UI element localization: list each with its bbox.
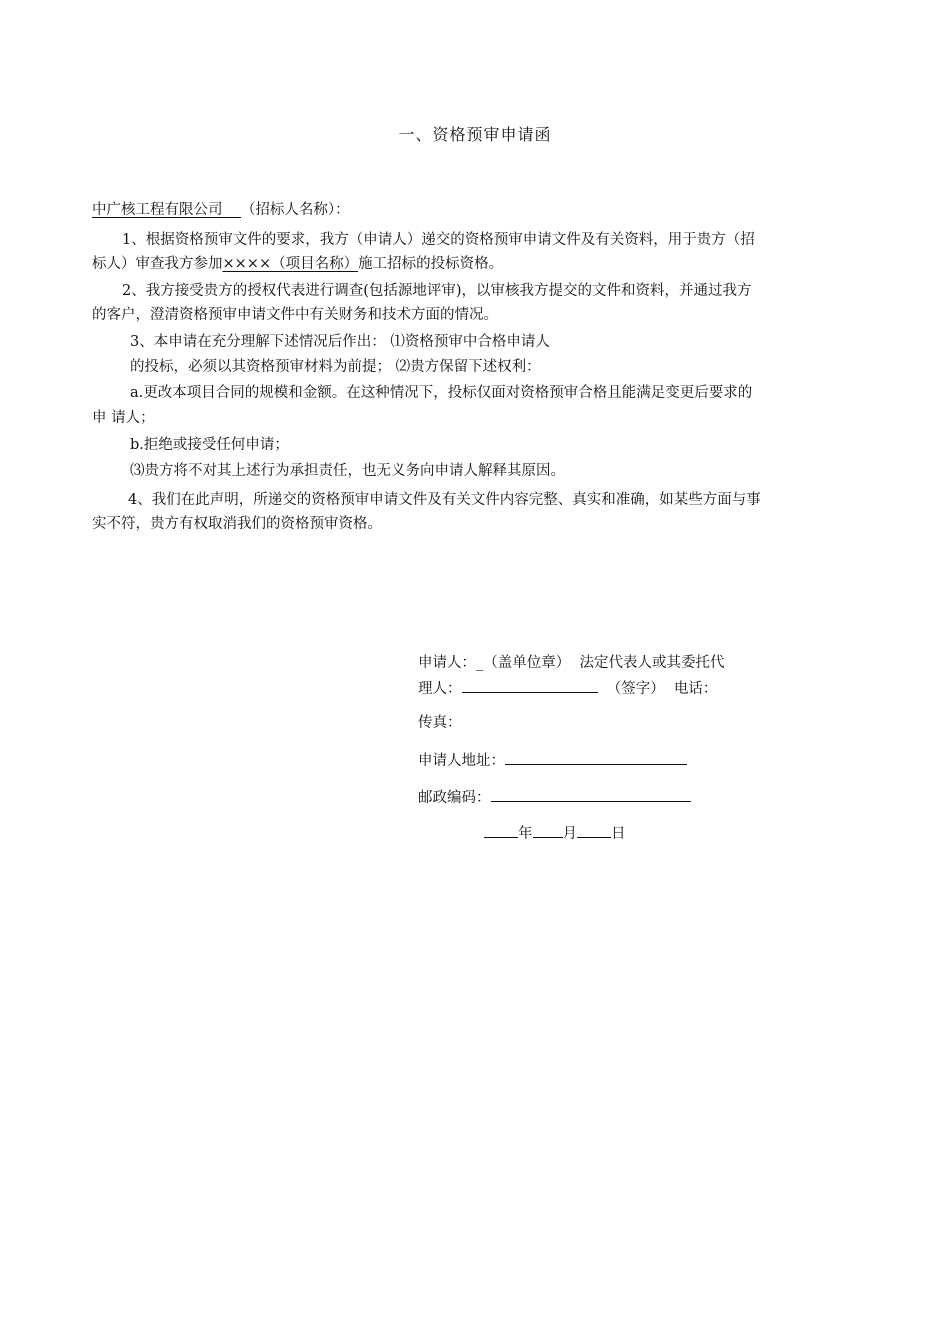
representative-line	[418, 677, 717, 698]
sign-note: （签字）	[606, 681, 665, 697]
address-label: 申请人地址：	[418, 753, 505, 769]
applicant-blank: _	[476, 655, 484, 671]
addressee-name: 中广核工程有限公司	[92, 202, 223, 218]
year-blank	[484, 823, 518, 838]
postcode-label: 邮政编码：	[418, 790, 491, 806]
month-label: 月	[562, 826, 577, 842]
seal-note: （盖单位章）	[483, 655, 571, 671]
address-line	[418, 749, 687, 770]
day-blank	[577, 823, 611, 838]
item-a-line1: a.更改本项目合同的规模和金额。在这种情况下，投标仅面对资格预审合格且能满足变更后要求的	[130, 385, 753, 401]
fax-label: 传真：	[418, 715, 462, 731]
p4-line1: 4、我们在此声明，所递交的资格预审申请文件及有关文件内容完整、真实和准确，如某些方面与事	[128, 492, 761, 508]
applicant-line	[418, 651, 724, 672]
addressee-line	[92, 198, 350, 219]
document-title: 一、资格预审申请函	[398, 125, 552, 144]
year-label: 年	[518, 826, 533, 842]
representative-label: 法定代表人或其委托代	[579, 655, 725, 671]
p3-line2: 的投标，必须以其资格预审材料为前提； ⑵贵方保留下述权利：	[130, 359, 541, 375]
addressee-underline-pad	[223, 202, 241, 218]
p1-line2-before: 标人）审查我方参加	[92, 256, 223, 272]
p1-line1: 1、根据资格预审文件的要求，我方（申请人）递交的资格预审申请文件及有关资料，用于贵方（招	[122, 232, 755, 248]
item-a-line2: 申 请人；	[92, 410, 155, 426]
p1-line2-after: 施工招标的投标资格。	[358, 256, 504, 272]
applicant-label: 申请人：	[418, 655, 476, 671]
date-line	[484, 822, 626, 843]
item-b: b.拒绝或接受任何申请；	[130, 437, 289, 453]
item-3: ⑶贵方将不对其上述行为承担责任，也无义务向申请人解释其原因。	[130, 463, 565, 479]
p2-line1: 2、我方接受贵方的授权代表进行调查(包括源地评审)，以审核我方提交的文件和资料，并通过我方	[122, 283, 752, 299]
p2-line2: 的客户，澄清资格预审申请文件中有关财务和技术方面的情况。	[92, 307, 498, 323]
address-blank	[505, 750, 687, 765]
p1-line2	[92, 252, 503, 273]
fax-line	[418, 711, 462, 732]
addressee-suffix: （招标人名称）：	[240, 202, 350, 218]
day-label: 日	[611, 826, 626, 842]
representative-blank	[462, 678, 598, 693]
month-blank	[533, 823, 563, 838]
phone-label: 电话：	[673, 681, 718, 697]
p3-line1: 3、本申请在充分理解下述情况后作出： ⑴资格预审中合格申请人	[130, 334, 550, 350]
postcode-line	[418, 786, 691, 807]
p1-project-name: ××××（项目名称）	[222, 256, 359, 272]
p4-line2: 实不符，贵方有权取消我们的资格预审资格。	[92, 516, 382, 532]
postcode-blank	[491, 787, 691, 802]
representative-label-2: 理人：	[418, 681, 462, 697]
